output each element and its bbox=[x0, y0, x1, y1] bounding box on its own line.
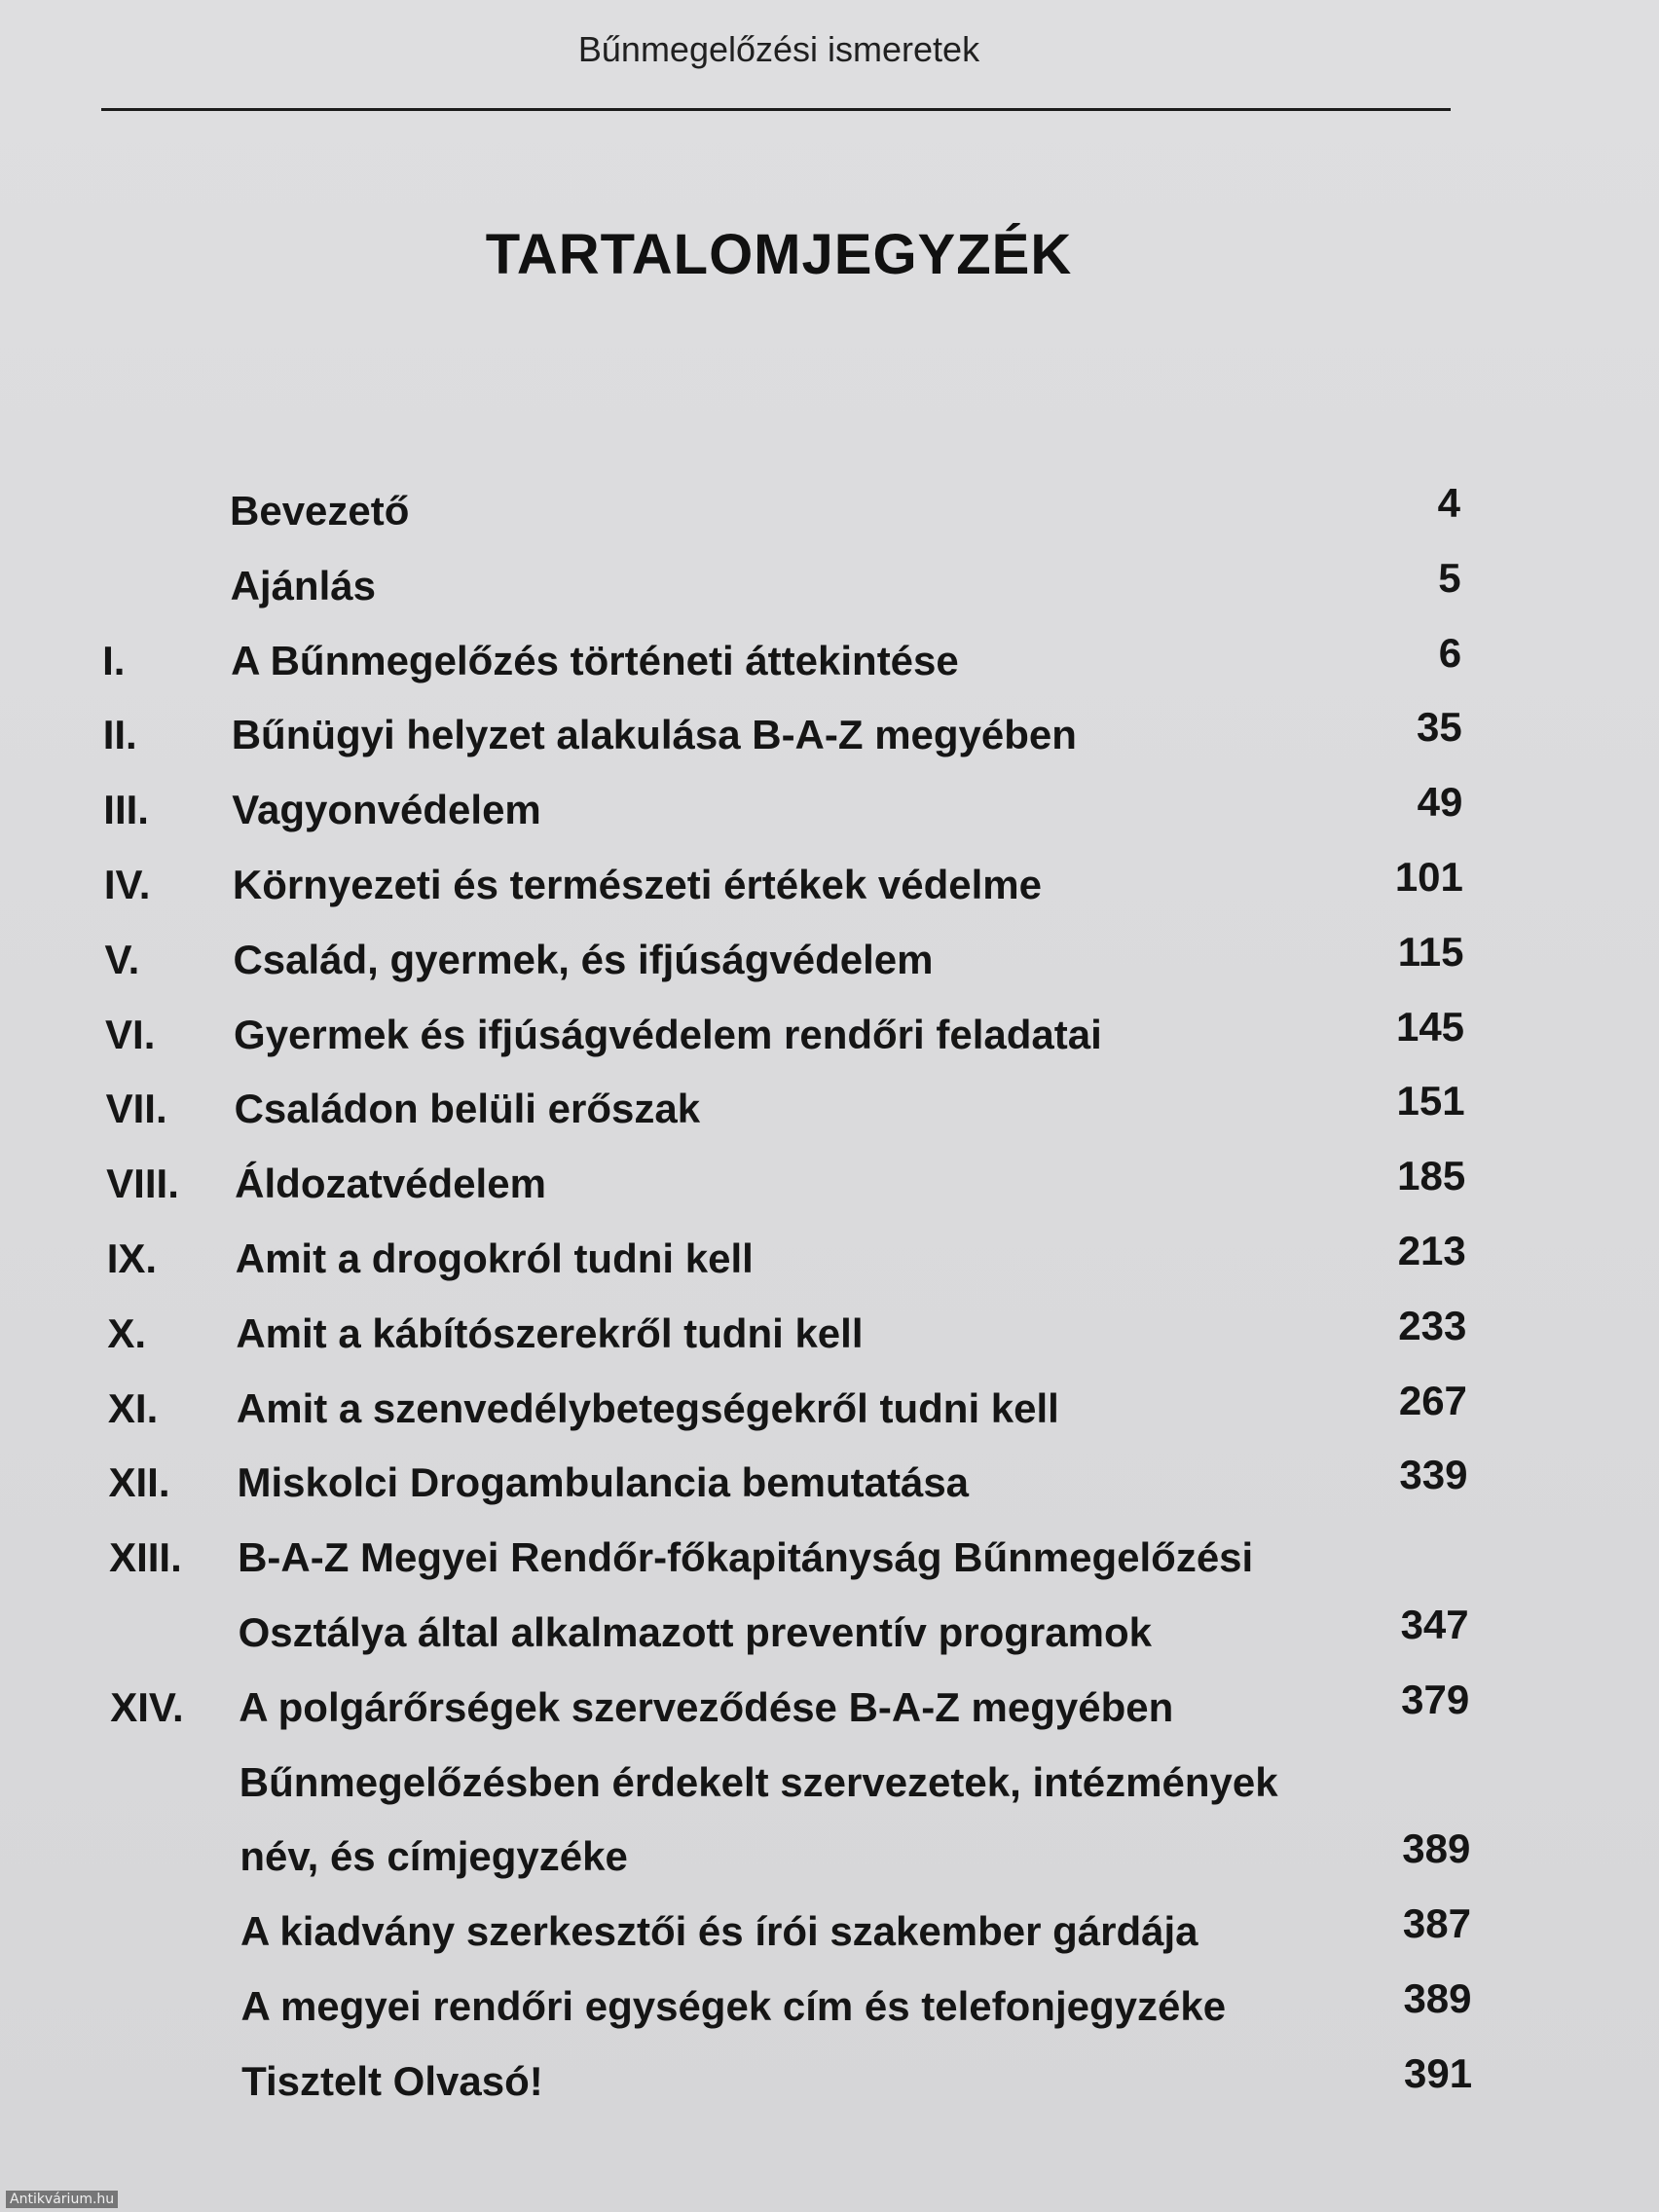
toc-title: Környezeti és természeti értékek védelme bbox=[232, 862, 1042, 907]
toc-entry bbox=[0, 552, 1659, 620]
toc-page-number: 6 bbox=[1438, 629, 1462, 676]
toc-page-number: 389 bbox=[1402, 1825, 1471, 1872]
toc-entry bbox=[0, 1674, 1659, 1742]
toc-title: A Bűnmegelőzés történeti áttekintése bbox=[231, 637, 959, 683]
toc-entry bbox=[0, 1075, 1659, 1143]
toc-chapter-number: XIV. bbox=[110, 1683, 184, 1730]
toc-entry bbox=[0, 2047, 1659, 2116]
page-title: TARTALOMJEGYZÉK bbox=[485, 223, 1073, 286]
toc-page-number: 101 bbox=[1394, 854, 1463, 900]
toc-entry bbox=[0, 1300, 1659, 1368]
toc-title: Bűnügyi helyzet alakulása B-A-Z megyében bbox=[231, 712, 1077, 758]
toc-chapter-number: X. bbox=[107, 1309, 147, 1356]
toc-title: Osztálya által alkalmazott preventív programok bbox=[238, 1609, 1152, 1655]
toc-chapter-number: VII. bbox=[105, 1086, 167, 1132]
running-header: Bűnmegelőzési ismeretek bbox=[577, 29, 980, 69]
toc-entry bbox=[0, 627, 1659, 695]
toc-chapter-number: IX. bbox=[106, 1235, 158, 1281]
toc-page-number: 115 bbox=[1397, 928, 1464, 975]
toc-title: Bevezető bbox=[230, 488, 410, 534]
toc-page-number: 267 bbox=[1398, 1377, 1467, 1423]
toc-title: Amit a drogokról tudni kell bbox=[235, 1235, 754, 1281]
toc-page-number: 379 bbox=[1401, 1676, 1470, 1722]
toc-entry bbox=[0, 1599, 1659, 1667]
toc-page-number: 5 bbox=[1438, 554, 1461, 601]
toc-page-number: 339 bbox=[1399, 1452, 1468, 1498]
toc-title: Ajánlás bbox=[230, 562, 376, 608]
toc-title: Áldozatvédelem bbox=[235, 1161, 546, 1207]
toc-page-number: 49 bbox=[1417, 779, 1463, 826]
toc-title: A polgárőrségek szerveződése B-A-Z megyében bbox=[239, 1683, 1174, 1730]
toc-chapter-number: VI. bbox=[105, 1011, 156, 1057]
toc-title: Amit a kábítószerekről tudni kell bbox=[236, 1309, 864, 1356]
toc-title: Családon belüli erőszak bbox=[234, 1086, 701, 1132]
toc-chapter-number: V. bbox=[104, 936, 140, 982]
toc-title: Miskolci Drogambulancia bemutatása bbox=[237, 1459, 970, 1506]
toc-page-number: 233 bbox=[1398, 1302, 1467, 1348]
toc-title: Család, gyermek, és ifjúságvédelem bbox=[233, 936, 934, 982]
toc-page-number: 389 bbox=[1403, 1975, 1472, 2021]
toc-page-number: 347 bbox=[1400, 1602, 1469, 1647]
toc-title: Tisztelt Olvasó! bbox=[241, 2057, 543, 2104]
toc-chapter-number: XII. bbox=[108, 1459, 170, 1506]
toc-entry bbox=[0, 926, 1659, 994]
toc-title: B-A-Z Megyei Rendőr-főkapitányság Bűnmegelőzési bbox=[238, 1534, 1254, 1581]
toc-page-number: 145 bbox=[1395, 1003, 1465, 1050]
toc-entry bbox=[0, 1449, 1659, 1517]
toc-entry bbox=[0, 1375, 1659, 1443]
toc-chapter-number: I. bbox=[102, 637, 126, 683]
toc-title: Vagyonvédelem bbox=[232, 787, 541, 833]
toc-entry bbox=[0, 1225, 1659, 1293]
toc-title: A kiadvány szerkesztői és írói szakember gárdája bbox=[240, 1908, 1198, 1955]
watermark: Antikvárium.hu bbox=[6, 2191, 118, 2208]
toc-title: A megyei rendőri egységek cím és telefonjegyzéke bbox=[240, 1983, 1227, 2029]
toc-page-number: 151 bbox=[1396, 1078, 1465, 1124]
toc-entry bbox=[0, 1972, 1659, 2041]
toc-page-number: 213 bbox=[1397, 1228, 1466, 1273]
toc-chapter-number: XI. bbox=[107, 1384, 159, 1431]
toc-entry bbox=[0, 1150, 1659, 1218]
toc-chapter-number: IV. bbox=[103, 862, 151, 907]
toc-entry bbox=[0, 477, 1659, 545]
toc-entry bbox=[0, 1749, 1659, 1817]
toc-entry bbox=[0, 1823, 1659, 1891]
toc-chapter-number: II. bbox=[102, 712, 137, 758]
toc-entry bbox=[0, 1898, 1659, 1966]
toc-page-number: 387 bbox=[1402, 1900, 1471, 1947]
toc-title: Gyermek és ifjúságvédelem rendőri feladatai bbox=[234, 1011, 1102, 1057]
toc-entry bbox=[0, 851, 1659, 919]
toc-page-number: 4 bbox=[1437, 480, 1460, 526]
toc-title: név, és címjegyzéke bbox=[240, 1833, 628, 1880]
toc-page-number: 35 bbox=[1417, 704, 1462, 751]
toc-entry bbox=[0, 1524, 1659, 1592]
toc-entry bbox=[0, 1001, 1659, 1069]
toc-chapter-number: XIII. bbox=[109, 1534, 182, 1581]
toc-entry bbox=[0, 701, 1659, 769]
toc-chapter-number: VIII. bbox=[106, 1161, 179, 1207]
toc-page-number: 391 bbox=[1404, 2049, 1473, 2096]
toc-entry bbox=[0, 776, 1659, 844]
toc-page-number: 185 bbox=[1397, 1153, 1466, 1199]
toc-title: Bűnmegelőzésben érdekelt szervezetek, intézmények bbox=[239, 1758, 1278, 1805]
toc-chapter-number: III. bbox=[103, 787, 149, 833]
toc-title: Amit a szenvedélybetegségekről tudni kell bbox=[236, 1384, 1059, 1431]
